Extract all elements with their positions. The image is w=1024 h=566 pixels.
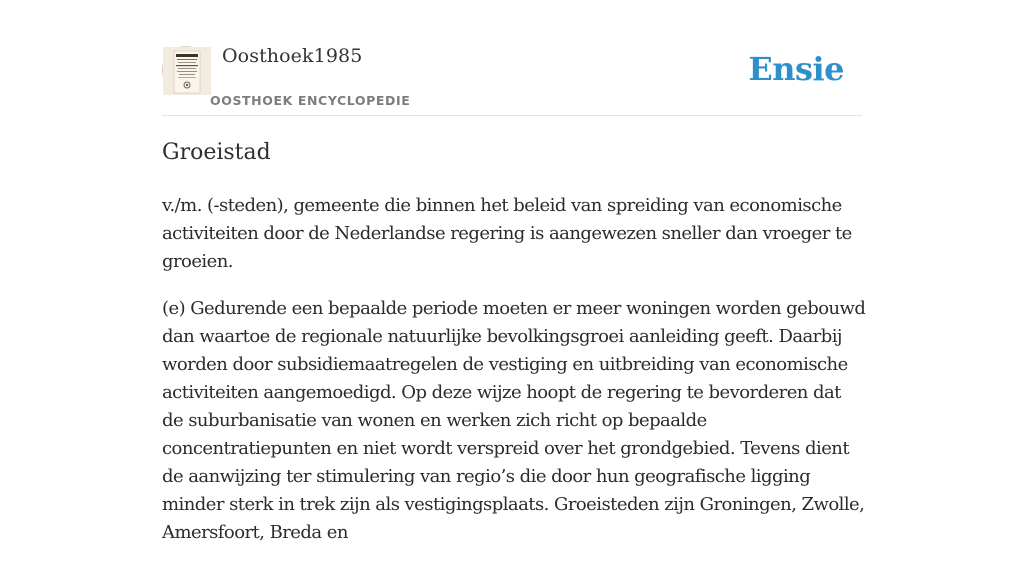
brand-logo[interactable]: Ensie <box>748 50 844 88</box>
header <box>162 44 862 116</box>
username[interactable]: Oosthoek1985 <box>222 45 363 67</box>
avatar[interactable] <box>162 46 210 94</box>
definition-paragraph: v./m. (-steden), gemeente die binnen het beleid van spreiding van economische activiteiten door de Nederlandse regering is aangewezen sneller dan vroeger te groeien. <box>162 195 852 272</box>
source-label[interactable]: OOSTHOEK ENCYCLOPEDIE <box>210 93 411 108</box>
article-body <box>162 192 866 566</box>
page-title: Groeistad <box>162 140 271 165</box>
explanation-paragraph: (e) Gedurende een bepaalde periode moeten er meer woningen worden gebouwd dan waartoe de regionale natuurlijke bevolkingsgroei aanleiding geeft. Daarbij worden door subsidiemaatregelen de vestiging en uitbreiding van economische activiteiten aangemoedigd. Op deze wijze hoopt de regering te bevorderen dat de suburbanisatie van wonen en werken zich richt op bepaalde concentratiepunten en niet wordt verspreid over het grondgebied. Tevens dient de aanwijzing ter stimulering van regio’s die door hun geografische ligging minder sterk in trek zijn als vestigingsplaats. Groeisteden zijn Groningen, Zwolle, Amersfoort, Breda en <box>162 298 866 543</box>
encyclopedia-title-page-icon <box>163 47 211 95</box>
